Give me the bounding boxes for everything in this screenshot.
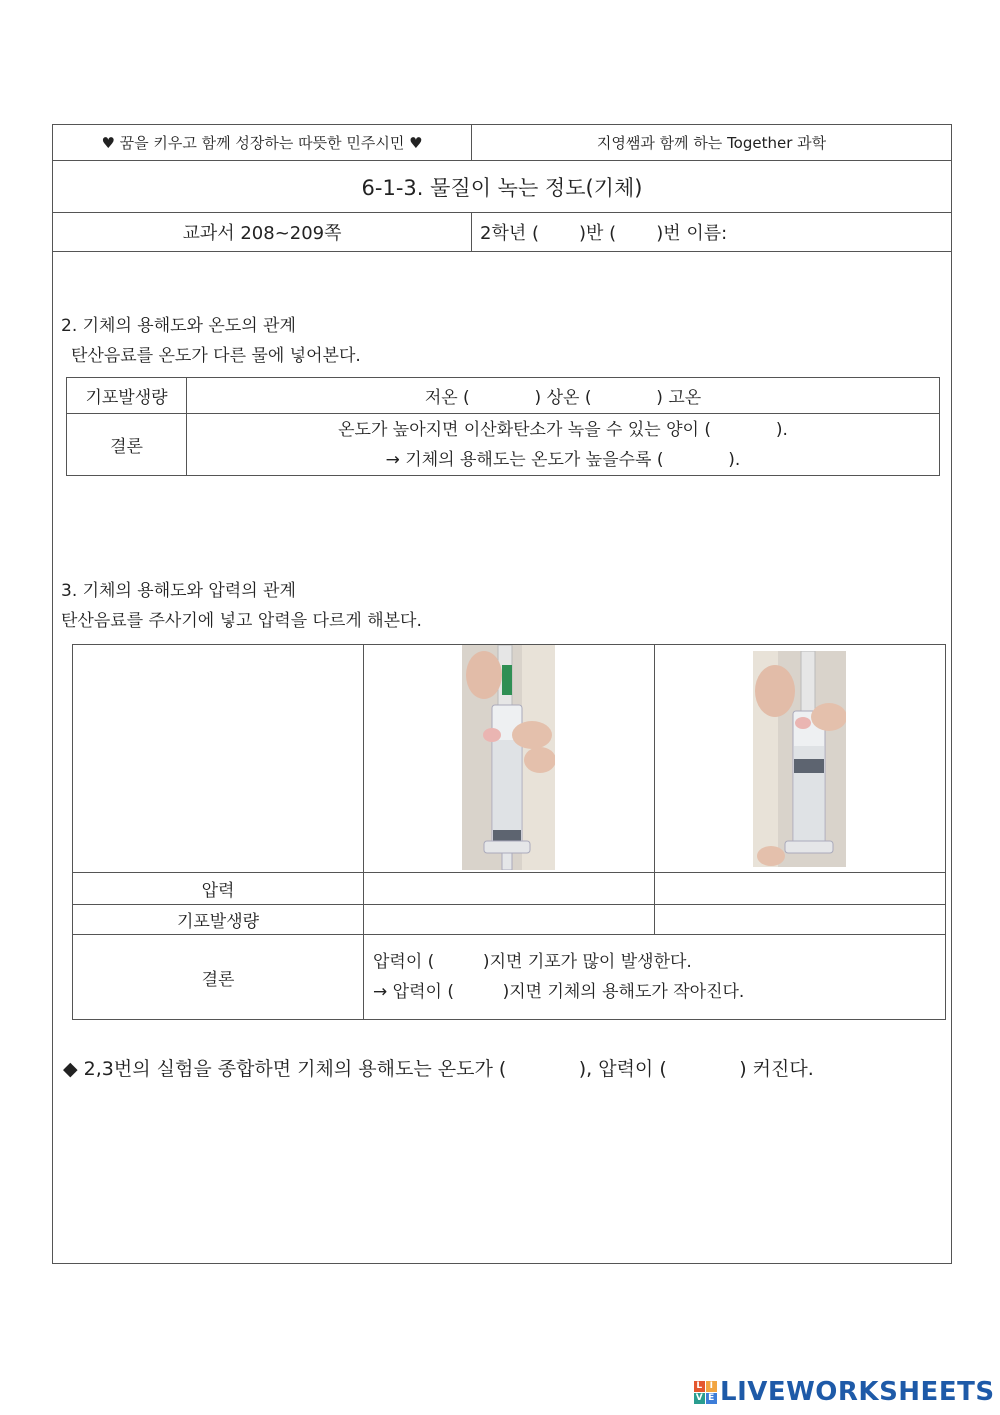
section3-instruction: 탄산음료를 주사기에 넣고 압력을 다르게 해본다.	[61, 611, 422, 631]
textbook-pages: 교과서 208~209쪽	[53, 213, 472, 251]
section2-instruction: 탄산음료를 온도가 다른 물에 넣어본다.	[71, 346, 361, 366]
photo-cell-1	[364, 645, 655, 873]
logo-mark-icon: L I V E	[694, 1381, 717, 1404]
pressure-answer-2[interactable]	[655, 873, 946, 905]
liveworksheets-logo	[694, 1377, 995, 1407]
syringe-photo-1	[462, 645, 555, 870]
bubbles-label-2: 기포발생량	[73, 905, 364, 935]
conclusion-line-2[interactable]: → 기체의 용해도는 온도가 높을수록 ( ).	[385, 449, 741, 470]
conclusion-label: 결론	[67, 414, 187, 476]
summary-sentence[interactable]: ◆ 2,3번의 실험을 종합하면 기체의 용해도는 온도가 ( ), 압력이 ( ) 커진다.	[63, 1058, 814, 1080]
pressure-conclusion	[364, 935, 946, 1020]
bubbles-answer-2[interactable]	[655, 905, 946, 935]
worksheet-frame	[52, 124, 952, 1264]
lesson-title: 6-1-3. 물질이 녹는 정도(기체)	[361, 175, 643, 200]
syringe-image-1	[462, 645, 555, 870]
header-row-3	[53, 213, 951, 252]
logo-text: LIVEWORKSHEETS	[720, 1377, 995, 1407]
temperature-blanks[interactable]: 저온 ( ) 상온 ( ) 고온	[187, 378, 940, 414]
syringe-photo-2	[753, 651, 846, 867]
section2-heading: 2. 기체의 용해도와 온도의 관계	[61, 316, 296, 336]
syringe-image-2	[753, 651, 846, 867]
section3-heading: 3. 기체의 용해도와 압력의 관계	[61, 581, 296, 601]
bubbles-label: 기포발생량	[67, 378, 187, 414]
header-row-2	[53, 161, 951, 213]
student-info: 2학년 ( )반 ( )번 이름:	[480, 223, 728, 244]
empty-cell	[73, 645, 364, 873]
temperature-table	[66, 377, 940, 476]
pressure-table	[72, 644, 946, 1020]
photo-cell-2	[655, 645, 946, 873]
conclusion-label-2: 결론	[73, 935, 364, 1020]
conclusion-line-1[interactable]: 온도가 높아지면 이산화탄소가 녹을 수 있는 양이 ( ).	[338, 419, 788, 440]
bubbles-answer-1[interactable]	[364, 905, 655, 935]
pressure-answer-1[interactable]	[364, 873, 655, 905]
motto: ♥ 꿈을 키우고 함께 성장하는 따뜻한 민주시민 ♥	[53, 125, 472, 160]
pressure-conclusion-line-1[interactable]: 압력이 ( )지면 기포가 많이 발생한다.	[373, 952, 692, 972]
course-title: 지영쌤과 함께 하는 Together 과학	[596, 134, 827, 152]
pressure-label: 압력	[73, 873, 364, 905]
temperature-conclusion	[187, 414, 940, 476]
header-row-1	[53, 125, 951, 161]
pressure-conclusion-line-2[interactable]: → 압력이 ( )지면 기체의 용해도가 작아진다.	[373, 982, 745, 1002]
